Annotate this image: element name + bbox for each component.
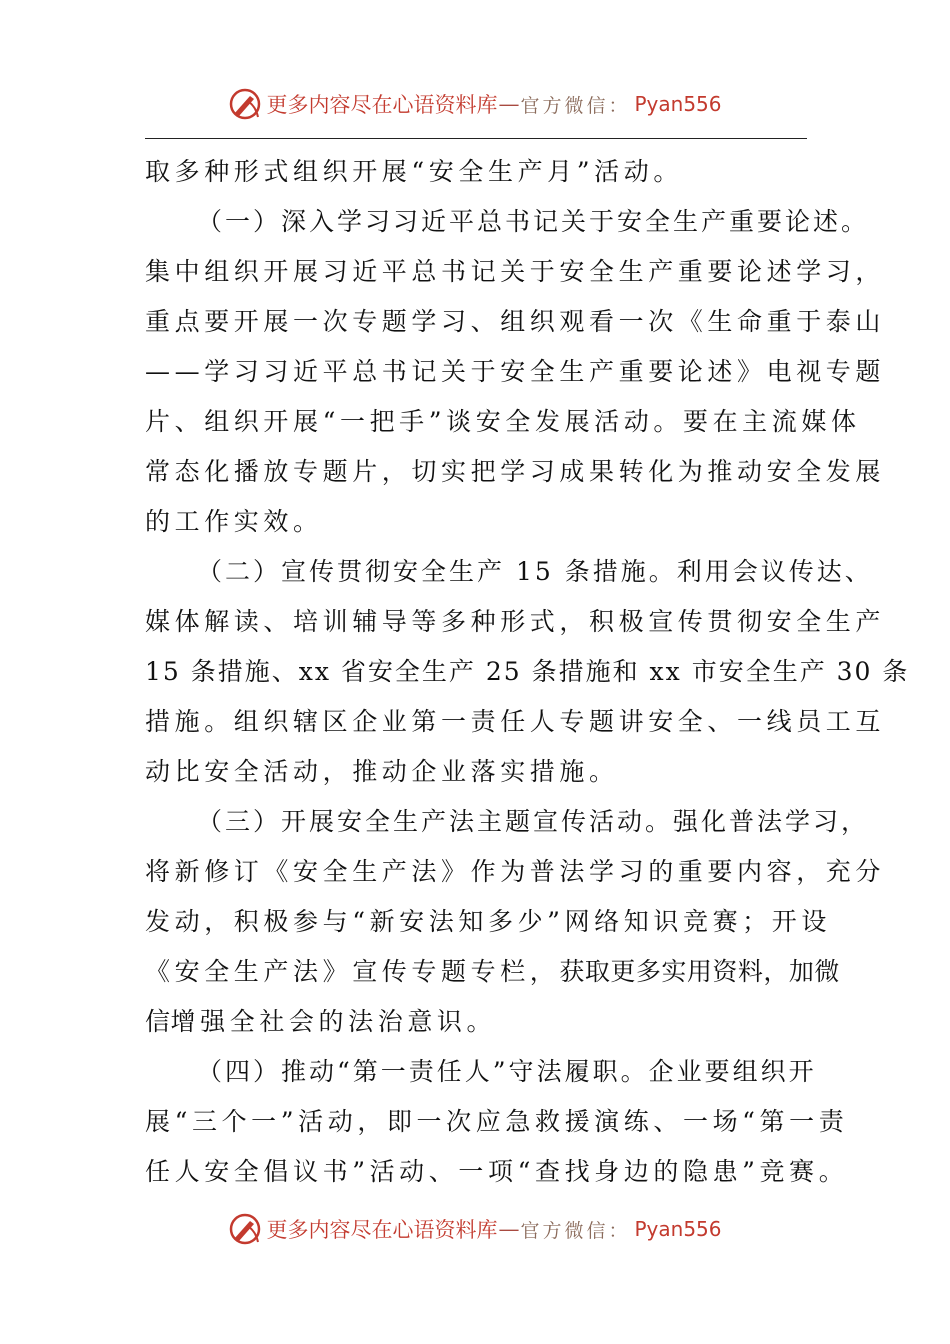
paragraph-line: 片、组织开展“一把手”谈安全发展活动。要在主流媒体 <box>145 407 861 436</box>
paragraph-text: 增强全社会的法治意识。 <box>170 1007 497 1036</box>
header-wechat-label: 官方微信： <box>520 94 631 117</box>
header-wechat-id: Pyan556 <box>634 92 722 116</box>
paragraph-line: 15 条措施、xx 省安全生产 25 条措施和 xx 市安全生产 30 条 <box>145 657 910 686</box>
footer-wechat-label: 官方微信： <box>520 1219 631 1242</box>
paragraph-line: 媒体解读、培训辅导等多种形式，积极宣传贯彻安全生产 <box>145 607 886 636</box>
paragraph-line: 将新修订《安全生产法》作为普法学习的重要内容，充分 <box>145 857 886 886</box>
header-rule <box>145 138 807 139</box>
paragraph-line: 的工作实效。 <box>145 507 323 536</box>
paragraph-line: 取多种形式组织开展“安全生产月”活动。 <box>145 157 683 186</box>
pen-logo-icon <box>228 87 262 121</box>
document-body <box>145 147 910 1197</box>
paragraph-line: 展“三个一”活动，即一次应急救援演练、一场“第一责 <box>145 1107 849 1136</box>
paragraph-line: 动比安全活动，推动企业落实措施。 <box>145 757 619 786</box>
paragraph-line: ——学习习近平总书记关于安全生产重要论述》电视专题 <box>145 357 886 386</box>
section-heading-3: （三）开展安全生产法主题宣传活动。强化普法学习， <box>197 807 870 836</box>
inline-promo-text: 获取更多实用资料，加微 <box>559 957 840 986</box>
footer-wechat-id: Pyan556 <box>634 1217 722 1241</box>
header-dash: — <box>498 92 520 116</box>
paragraph-line <box>145 947 840 997</box>
paragraph-line: 任人安全倡议书”活动、一项“查找身边的隐患”竞赛。 <box>145 1157 849 1186</box>
paragraph-line <box>145 997 810 1047</box>
paragraph-line: 发动，积极参与“新安法知多少”网络知识竞赛；开设 <box>145 907 831 936</box>
footer-watermark <box>0 1209 950 1249</box>
paragraph-line: 重点要开展一次专题学习、组织观看一次《生命重于泰山 <box>145 307 886 336</box>
section-heading-1: （一）深入学习习近平总书记关于安全生产重要论述。 <box>197 207 870 236</box>
paragraph-line: 措施。组织辖区企业第一责任人专题讲安全、一线员工互 <box>145 707 886 736</box>
section-heading-4: （四）推动“第一责任人”守法履职。企业要组织开 <box>197 1057 817 1086</box>
footer-site-name: 更多内容尽在心语资料库 <box>266 1218 498 1242</box>
paragraph-line: 集中组织开展习近平总书记关于安全生产重要论述学习， <box>145 257 886 286</box>
paragraph-line: 常态化播放专题片，切实把学习成果转化为推动安全发展 <box>145 457 886 486</box>
paragraph-text: 《安全生产法》宣传专题专栏， <box>145 957 560 986</box>
section-heading-2: （二）宣传贯彻安全生产 15 条措施。利用会议传达、 <box>197 557 873 586</box>
pen-logo-icon <box>228 1212 262 1246</box>
inline-promo-text: 信 <box>145 1007 171 1036</box>
footer-dash: — <box>498 1217 520 1241</box>
header-watermark <box>0 84 950 124</box>
header-site-name: 更多内容尽在心语资料库 <box>266 93 498 117</box>
